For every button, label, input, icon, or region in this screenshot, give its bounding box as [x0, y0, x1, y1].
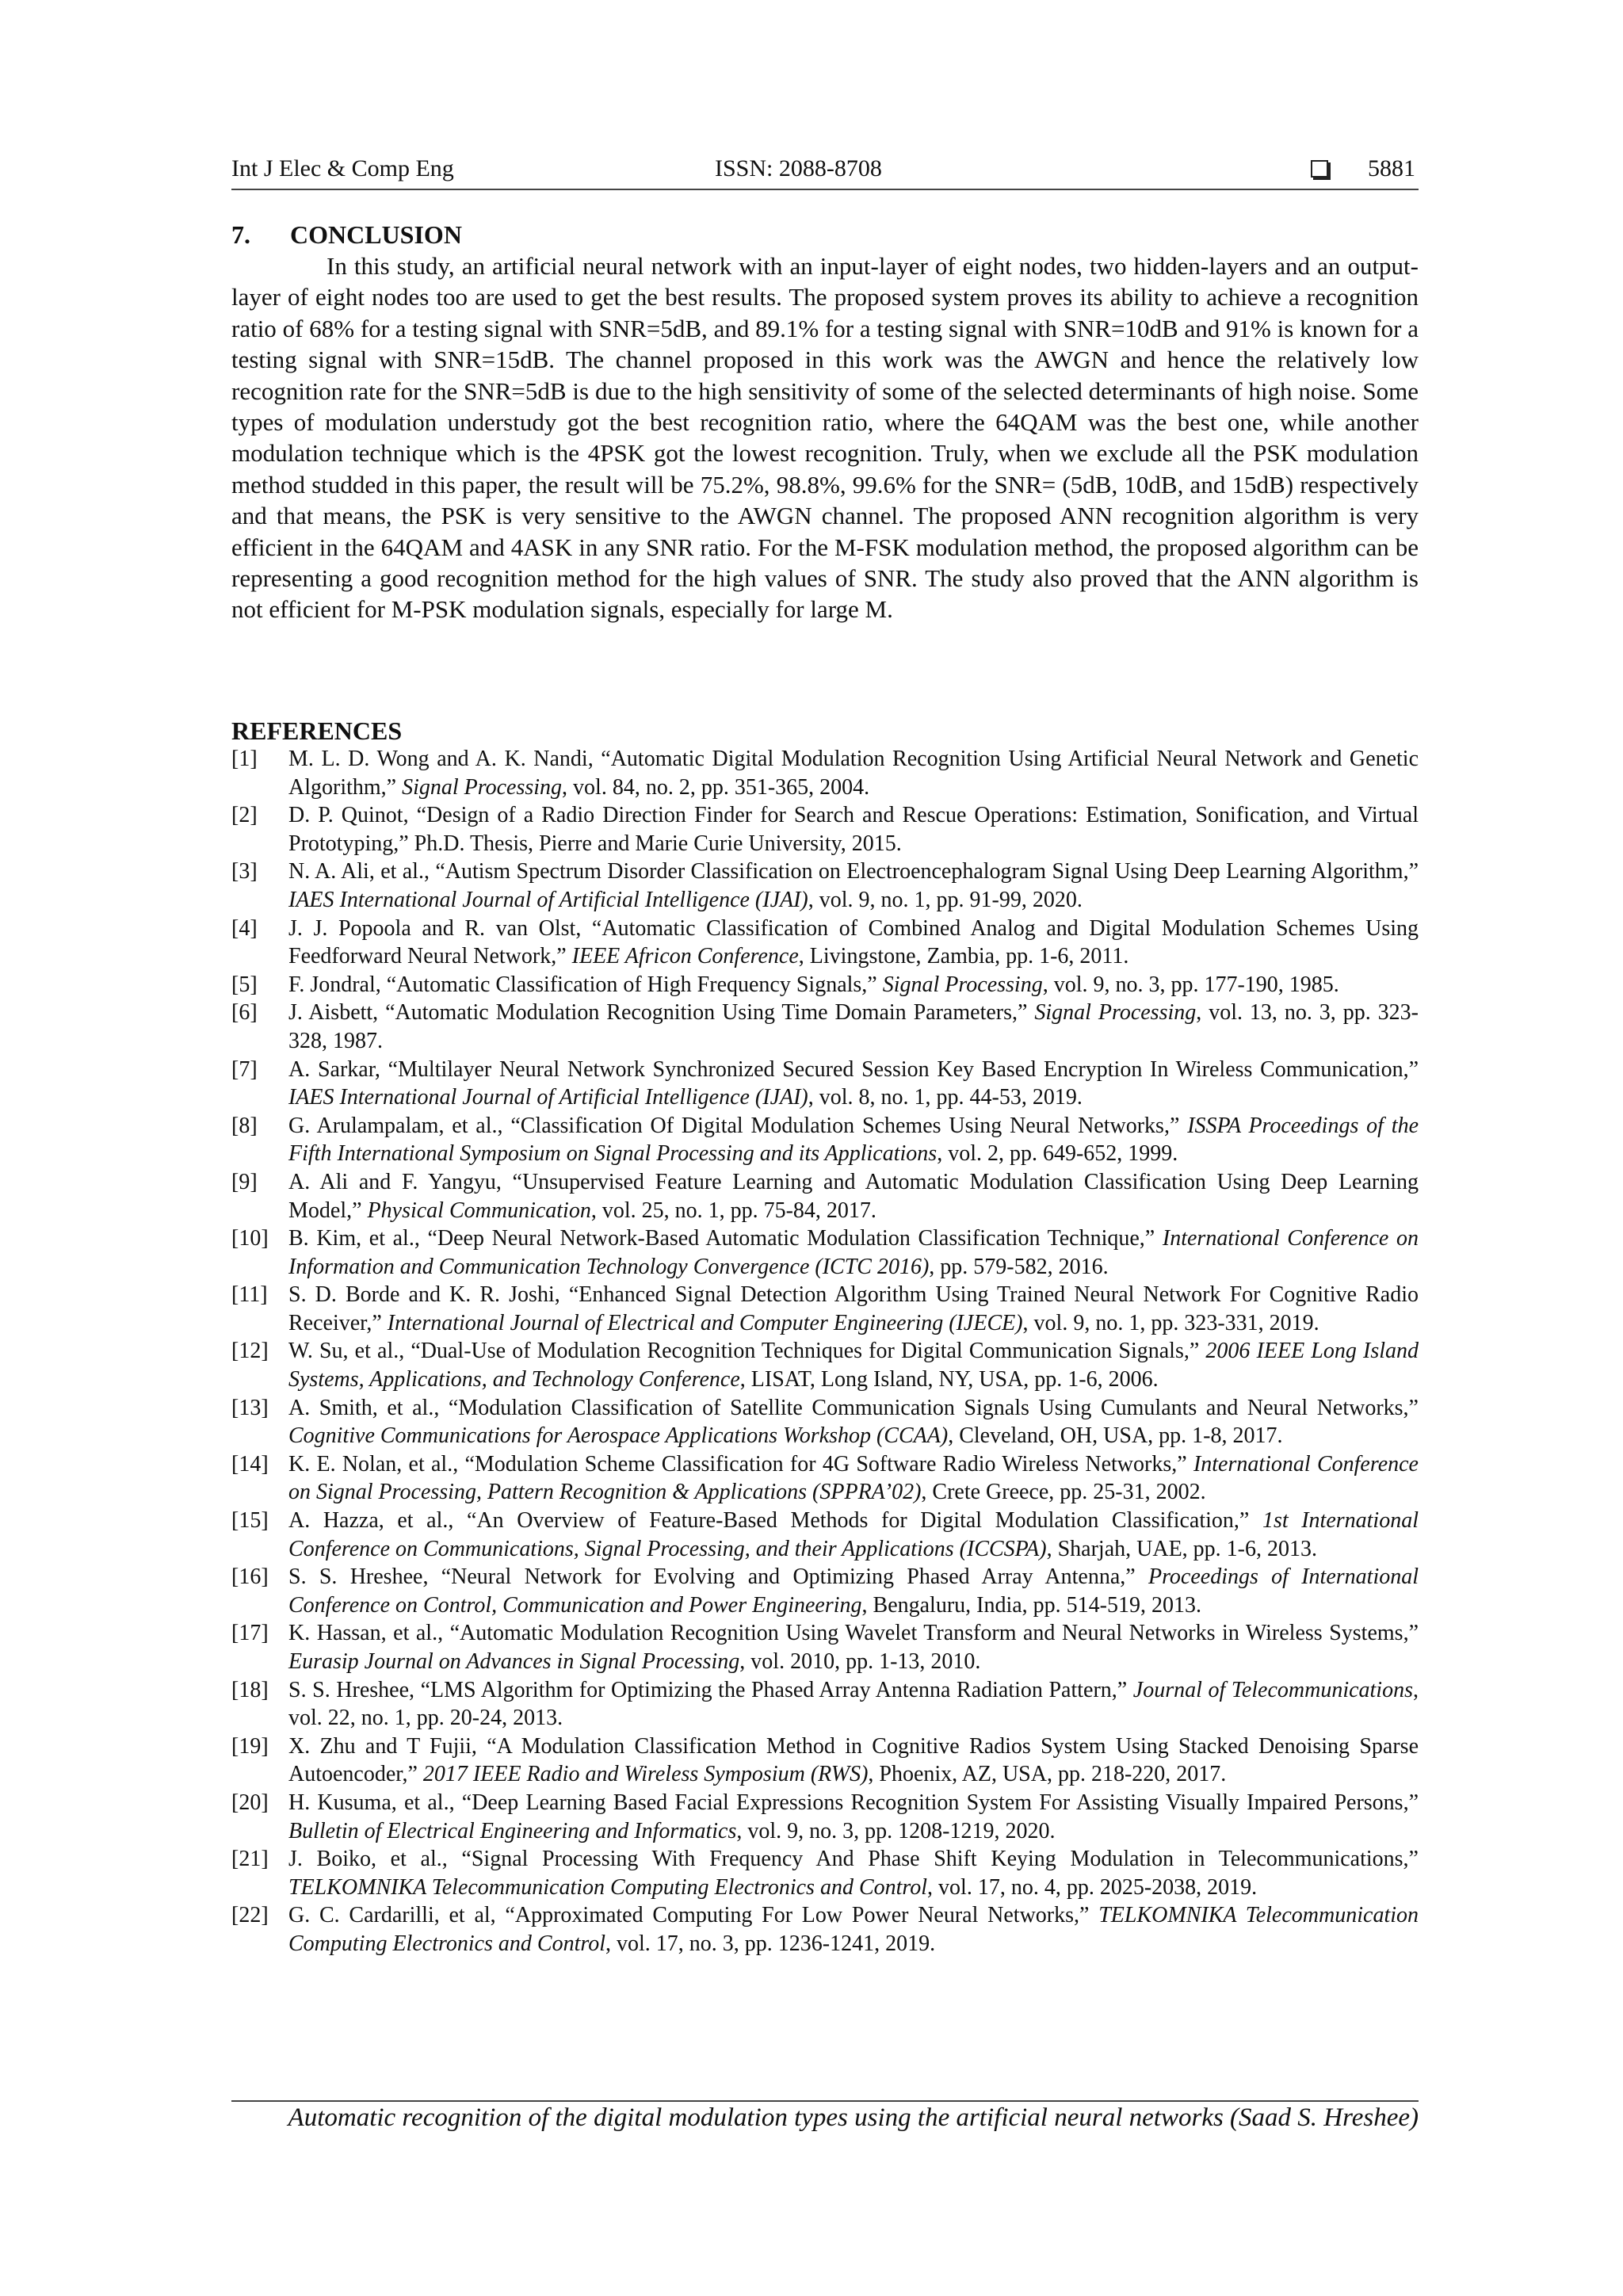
- reference-details: , vol. 9, no. 3, pp. 1208-1219, 2020.: [736, 1818, 1056, 1843]
- section-heading: [231, 220, 462, 250]
- reference-number: [2]: [231, 803, 258, 828]
- reference-number: [4]: [231, 915, 258, 941]
- reference-item: [231, 1112, 1419, 1168]
- reference-authors-title: H. Kusuma, et al., “Deep Learning Based Facial Expressions Recognition System For Assisting Visually Impaired Persons,”: [288, 1790, 1419, 1815]
- reference-item: [231, 1789, 1419, 1845]
- reference-text: [288, 745, 1419, 801]
- reference-text: [288, 1676, 1419, 1733]
- reference-details: , vol. 8, no. 1, pp. 44-53, 2019.: [808, 1085, 1083, 1110]
- reference-item: [231, 801, 1419, 858]
- reference-venue: Bulletin of Electrical Engineering and Informatics: [288, 1818, 737, 1843]
- reference-venue: 2017 IEEE Radio and Wireless Symposium (RWS): [422, 1762, 869, 1787]
- page-number: 5881: [1368, 155, 1415, 181]
- reference-venue: ISSPA Proceedings of the Fifth International Symposium on Signal Processing and its Applications: [288, 1113, 1419, 1167]
- reference-venue: Signal Processing: [402, 774, 563, 800]
- reference-item: [231, 1224, 1419, 1281]
- reference-venue: International Conference on Signal Processing, Pattern Recognition & Applications (SPPRA’02): [288, 1451, 1419, 1505]
- reference-item: [231, 1619, 1419, 1675]
- reference-number: [7]: [231, 1056, 258, 1082]
- reference-details: , vol. 13, no. 3, pp. 323-328, 1987.: [288, 1000, 1419, 1053]
- reference-details: , Crete Greece, pp. 25-31, 2002.: [921, 1480, 1206, 1505]
- reference-item: [231, 745, 1419, 801]
- reference-authors-title: K. Hassan, et al., “Automatic Modulation Recognition Using Wavelet Transform and Neural Networks in Wireless Systems,”: [288, 1621, 1419, 1646]
- reference-text: [288, 1733, 1419, 1789]
- reference-details: , vol. 2, pp. 649-652, 1999.: [937, 1141, 1178, 1167]
- reference-number: [22]: [231, 1903, 269, 1928]
- reference-details: , vol. 9, no. 3, pp. 177-190, 1985.: [1042, 972, 1339, 997]
- reference-venue: IAES International Journal of Artificial Intelligence (IJAI): [288, 1085, 808, 1110]
- reference-text: [288, 1394, 1419, 1450]
- reference-number: [10]: [231, 1226, 269, 1251]
- reference-authors-title: S. S. Hreshee, “LMS Algorithm for Optimizing the Phased Array Antenna Radiation Pattern,”: [288, 1677, 1133, 1702]
- conclusion-paragraph: In this study, an artificial neural network with an input-layer of eight nodes, two hidden-layers and an output-layer of eight nodes too are used to get the best results. The proposed system proves its ability to achieve a recognition ratio of 68% for a testing signal with SNR=5dB, and 89.1% for a testing signal with SNR=10dB and 91% is known for a testing signal with SNR=15dB. The channel proposed in this work was the AWGN and hence the relatively low recognition rate for the SNR=5dB is due to the high sensitivity of some of the selected determinants of high noise. Some types of modulation understudy got the best recognition ratio, where the 64QAM was the best one, while another modulation technique which is the 4PSK got the lowest recognition. Truly, when we exclude all the PSK modulation method studded in this paper, the result will be 75.2%, 98.8%, 99.6% for the SNR= (5dB, 10dB, and 15dB) respectively and that means, the PSK is very sensitive to the AWGN channel. The proposed ANN recognition algorithm is very efficient in the 64QAM and 4ASK in any SNR ratio. For the M-FSK modulation method, the proposed algorithm can be representing a good recognition method for the high values of SNR. The study also proved that the ANN algorithm is not efficient for M-PSK modulation signals, especially for large M.: [231, 252, 1419, 624]
- reference-number: [18]: [231, 1677, 269, 1702]
- reference-text: [288, 1619, 1419, 1675]
- reference-number: [19]: [231, 1733, 269, 1759]
- reference-venue: TELKOMNIKA Telecommunication Computing Electronics and Control: [288, 1874, 928, 1900]
- section-number: 7.: [231, 220, 250, 249]
- reference-details: , LISAT, Long Island, NY, USA, pp. 1-6, 2006.: [739, 1367, 1159, 1392]
- reference-authors-title: W. Su, et al., “Dual-Use of Modulation Recognition Techniques for Digital Communication Signals,”: [288, 1339, 1206, 1364]
- reference-details: , pp. 579-582, 2016.: [929, 1254, 1109, 1279]
- reference-number: [17]: [231, 1621, 269, 1646]
- reference-text: [288, 1224, 1419, 1281]
- reference-number: [6]: [231, 1000, 258, 1026]
- reference-venue: Cognitive Communications for Aerospace Applications Workshop (CCAA): [288, 1423, 949, 1449]
- reference-number: [9]: [231, 1169, 258, 1194]
- reference-item: [231, 1281, 1419, 1337]
- section-title: CONCLUSION: [290, 220, 462, 249]
- reference-text: [288, 1845, 1419, 1901]
- reference-item: [231, 1168, 1419, 1224]
- reference-text: [288, 1056, 1419, 1112]
- reference-venue: International Conference on Information and Communication Technology Convergence (ICTC 2016): [288, 1226, 1419, 1279]
- reference-details: , vol. 25, no. 1, pp. 75-84, 2017.: [590, 1198, 876, 1223]
- reference-number: [21]: [231, 1847, 269, 1872]
- reference-number: [1]: [231, 747, 258, 771]
- reference-item: [231, 1676, 1419, 1733]
- reference-item: [231, 858, 1419, 914]
- reference-text: [288, 1168, 1419, 1224]
- reference-number: [12]: [231, 1339, 269, 1364]
- reference-text: [288, 1789, 1419, 1845]
- reference-venue: Journal of Telecommunications: [1132, 1677, 1413, 1702]
- reference-list: [231, 745, 1419, 1958]
- reference-details: , vol. 2010, pp. 1-13, 2010.: [739, 1649, 981, 1674]
- reference-text: [288, 1901, 1419, 1958]
- reference-authors-title: A. Sarkar, “Multilayer Neural Network Synchronized Secured Session Key Based Encryption In Wireless Communication,”: [288, 1056, 1419, 1082]
- reference-venue: Physical Communication: [367, 1198, 591, 1223]
- reference-authors-title: D. P. Quinot, “Design of a Radio Direction Finder for Search and Rescue Operations: Estimation, Sonification, and Virtual Prototyping,” Ph.D. Thesis, Pierre and Marie Curie University, 2015.: [288, 803, 1419, 856]
- references-heading: REFERENCES: [231, 716, 403, 745]
- reference-authors-title: N. A. Ali, et al., “Autism Spectrum Disorder Classification on Electroencephalogram Signal Using Deep Learning Algorithm,”: [288, 859, 1419, 884]
- reference-text: [288, 1507, 1419, 1563]
- page-header: [231, 155, 1419, 190]
- reference-authors-title: K. E. Nolan, et al., “Modulation Scheme Classification for 4G Software Radio Wireless Networks,”: [288, 1451, 1193, 1477]
- reference-details: , vol. 84, no. 2, pp. 351-365, 2004.: [562, 774, 870, 800]
- reference-details: , Phoenix, AZ, USA, pp. 218-220, 2017.: [868, 1762, 1227, 1787]
- reference-text: [288, 1450, 1419, 1507]
- reference-number: [15]: [231, 1508, 269, 1534]
- reference-number: [3]: [231, 859, 258, 884]
- reference-number: [11]: [231, 1282, 268, 1308]
- reference-venue: Signal Processing: [882, 972, 1043, 997]
- reference-authors-title: S. S. Hreshee, “Neural Network for Evolving and Optimizing Phased Array Antenna,”: [288, 1564, 1148, 1590]
- reference-number: [5]: [231, 972, 258, 997]
- reference-text: [288, 1281, 1419, 1337]
- reference-authors-title: B. Kim, et al., “Deep Neural Network-Based Automatic Modulation Classification Technique,”: [288, 1226, 1163, 1251]
- reference-details: , Cleveland, OH, USA, pp. 1-8, 2017.: [948, 1423, 1283, 1449]
- square-icon: [1311, 160, 1328, 178]
- page-footer: Automatic recognition of the digital modulation types using the artificial neural networks (Saad S. Hreshee): [288, 2103, 1419, 2132]
- reference-details: , vol. 17, no. 4, pp. 2025-2038, 2019.: [927, 1874, 1258, 1900]
- reference-item: [231, 1450, 1419, 1507]
- reference-item: [231, 1901, 1419, 1958]
- reference-number: [13]: [231, 1395, 269, 1420]
- reference-authors-title: J. Boiko, et al., “Signal Processing With Frequency And Phase Shift Keying Modulation in Telecommunications,”: [288, 1847, 1419, 1872]
- reference-details: , Sharjah, UAE, pp. 1-6, 2013.: [1046, 1536, 1317, 1561]
- reference-text: [288, 1337, 1419, 1393]
- reference-item: [231, 1337, 1419, 1393]
- reference-authors-title: G. Arulampalam, et al., “Classification Of Digital Modulation Schemes Using Neural Networks,”: [288, 1113, 1188, 1138]
- reference-text: [288, 999, 1419, 1055]
- journal-name: Int J Elec & Comp Eng: [231, 155, 454, 181]
- reference-authors-title: A. Smith, et al., “Modulation Classification of Satellite Communication Signals Using Cumulants and Neural Networks,”: [288, 1395, 1419, 1420]
- footer-divider: [231, 2100, 1419, 2102]
- reference-details: , vol. 17, no. 3, pp. 1236-1241, 2019.: [605, 1931, 936, 1956]
- reference-text: [288, 1112, 1419, 1168]
- reference-text: [288, 858, 1419, 914]
- reference-authors-title: M. L. D. Wong and A. K. Nandi, “Automatic Digital Modulation Recognition Using Artificial Neural Network and Genetic Algorithm,”: [288, 747, 1419, 800]
- reference-details: , Bengaluru, India, pp. 514-519, 2013.: [861, 1592, 1202, 1618]
- reference-venue: TELKOMNIKA Telecommunication Computing Electronics and Control: [288, 1903, 1419, 1956]
- reference-details: , vol. 9, no. 1, pp. 91-99, 2020.: [808, 887, 1083, 912]
- reference-number: [16]: [231, 1564, 269, 1590]
- reference-item: [231, 1056, 1419, 1112]
- reference-authors-title: X. Zhu and T Fujii, “A Modulation Classification Method in Cognitive Radios System Using Stacked Denoising Sparse Autoencoder,”: [288, 1733, 1419, 1787]
- reference-item: [231, 915, 1419, 971]
- reference-item: [231, 1507, 1419, 1563]
- reference-text: [288, 801, 1419, 858]
- reference-number: [8]: [231, 1113, 258, 1138]
- reference-authors-title: J. Aisbett, “Automatic Modulation Recognition Using Time Domain Parameters,”: [288, 1000, 1035, 1026]
- reference-item: [231, 1563, 1419, 1619]
- reference-authors-title: F. Jondral, “Automatic Classification of High Frequency Signals,”: [288, 972, 883, 997]
- reference-number: [20]: [231, 1790, 269, 1815]
- reference-item: [231, 1845, 1419, 1901]
- reference-text: [288, 971, 1419, 999]
- reference-item: [231, 1733, 1419, 1789]
- reference-authors-title: J. J. Popoola and R. van Olst, “Automatic Classification of Combined Analog and Digital Modulation Schemes Using Feedforward Neural Network,”: [288, 915, 1419, 969]
- reference-venue: International Journal of Electrical and Computer Engineering (IJECE): [387, 1310, 1023, 1335]
- reference-venue: Proceedings of International Conference on Control, Communication and Power Engineering: [288, 1564, 1419, 1618]
- reference-details: , Livingstone, Zambia, pp. 1-6, 2011.: [798, 944, 1129, 969]
- reference-number: [14]: [231, 1451, 269, 1477]
- reference-text: [288, 915, 1419, 971]
- reference-authors-title: A. Hazza, et al., “An Overview of Feature-Based Methods for Digital Modulation Classification,”: [288, 1508, 1262, 1534]
- reference-item: [231, 1394, 1419, 1450]
- reference-authors-title: G. C. Cardarilli, et al, “Approximated Computing For Low Power Neural Networks,”: [288, 1903, 1099, 1928]
- reference-details: , vol. 9, no. 1, pp. 323-331, 2019.: [1022, 1310, 1319, 1335]
- reference-venue: 1st International Conference on Communications, Signal Processing, and their Applications (ICCSPA): [288, 1508, 1419, 1561]
- reference-item: [231, 971, 1419, 999]
- issn: ISSN: 2088-8708: [715, 155, 882, 181]
- reference-venue: IEEE Africon Conference: [571, 944, 799, 969]
- reference-venue: Eurasip Journal on Advances in Signal Processing: [288, 1649, 740, 1674]
- reference-authors-title: A. Ali and F. Yangyu, “Unsupervised Feature Learning and Automatic Modulation Classification Using Deep Learning Model,”: [288, 1169, 1419, 1223]
- reference-venue: Signal Processing: [1034, 1000, 1197, 1026]
- reference-authors-title: S. D. Borde and K. R. Joshi, “Enhanced Signal Detection Algorithm Using Trained Neural Network For Cognitive Radio Receiver,”: [288, 1282, 1419, 1335]
- reference-item: [231, 999, 1419, 1055]
- reference-text: [288, 1563, 1419, 1619]
- reference-details: , vol. 22, no. 1, pp. 20-24, 2013.: [288, 1677, 1419, 1731]
- reference-venue: 2006 IEEE Long Island Systems, Applications, and Technology Conference: [288, 1339, 1419, 1392]
- reference-venue: IAES International Journal of Artificial Intelligence (IJAI): [288, 887, 808, 912]
